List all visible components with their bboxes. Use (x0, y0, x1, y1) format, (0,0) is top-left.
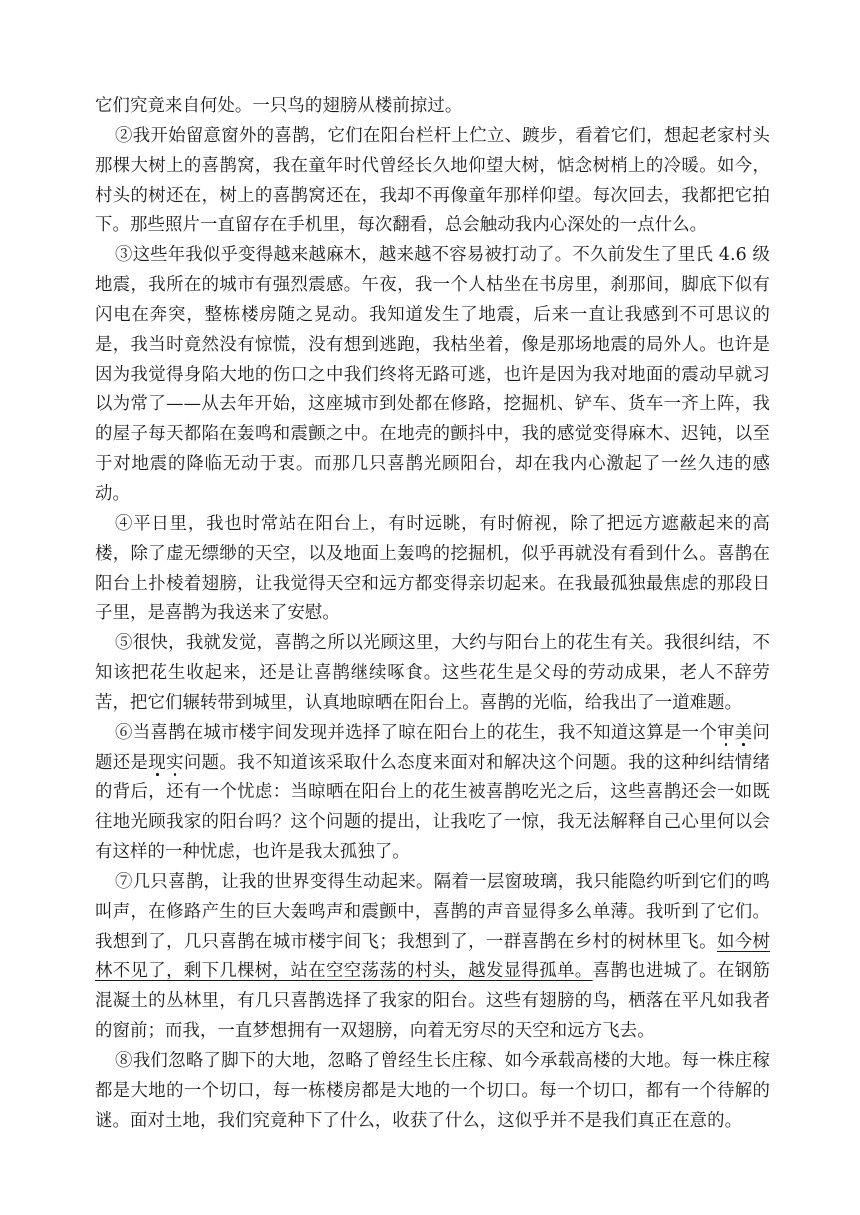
paragraph-8: ⑧我们忽略了脚下的大地，忽略了曾经生长庄稼、如今承载高楼的大地。每一株庄稼都是大地的一个切口，每一栋楼房都是大地的一个切口。每一个切口，都有一个待解的谜。面对土地，我们究竟种下了什么，收获了什么，这似乎并不是我们真正在意的。 (95, 1051, 770, 1131)
paragraph-2: ②我开始留意窗外的喜鹊，它们在阳台栏杆上伫立、踱步，看着它们，想起老家村头那棵大树上的喜鹊窝，我在童年时代曾经长久地仰望大树，惦念树梢上的冷暖。如今，村头的树还在，树上的喜鹊窝还在，我却不再像童年那样仰望。每次回去，我都把它拍下。那些照片一直留存在手机里，每次翻看，总会触动我内心深处的一点什么。 (95, 125, 770, 236)
emphasis-dot-char: 实 (166, 752, 184, 773)
emphasis-dot-char: 审 (717, 722, 735, 743)
paragraph-7-text-after: 喜鹊也进城了。在钢筋混凝土的丛林里，有几只喜鹊选择了我家的阳台。这些有翅膀的鸟，栖落在平凡如我者的窗前；而我，一直梦想拥有一双翅膀，向着无穷尽的天空和远方飞去。 (95, 961, 770, 1042)
paragraph-4: ④平日里，我也时常站在阳台上，有时远眺，有时俯视，除了把远方遮蔽起来的高楼，除了虚无缥缈的天空，以及地面上轰鸣的挖掘机，似乎再就没有看到什么。喜鹊在阳台上扑棱着翅膀，让我觉得天空和远方都变得亲切起来。在我最孤独最焦虑的那段日子里，是喜鹊为我送来了安慰。 (95, 513, 770, 624)
paragraph-7-text-before: ⑦几只喜鹊，让我的世界变得生动起来。隔着一层窗玻璃，我只能隐约听到它们的鸣叫声，在修路产生的巨大轰鸣声和震颤中，喜鹊的声音显得多么单薄。我听到了它们。我想到了，几只喜鹊在城市楼宇间飞；我想到了，一群喜鹊在乡村的树林里飞。 (95, 871, 770, 952)
paragraph-7 (95, 868, 770, 1047)
paragraph-6 (95, 719, 770, 868)
emphasis-dot-char: 现 (148, 752, 167, 773)
paragraph-6-text-before: ⑥当喜鹊在城市楼宇间发现并选择了晾在阳台上的花生，我不知道这算是一个 (115, 722, 718, 743)
paragraph-6-text-middle: 问题还是 (95, 722, 771, 773)
emphasis-dotted-reality (148, 753, 184, 773)
paragraph-6-text-after: 问题。我不知道该采取什么态度来面对和解决这个问题。我的这种纠结情绪的背后，还有一个忧虑：当晾晒在阳台上的花生被喜鹊吃光之后，这些喜鹊还会一如既往地光顾我家的阳台吗？这个问题的提出，让我吃了一惊，我无法解释自己心里何以会有这样的一种忧虑，也许是我太孤独了。 (95, 752, 770, 863)
emphasis-dot-char: 美 (734, 722, 753, 743)
emphasis-dotted-aesthetic (717, 723, 752, 743)
paragraph-3: ③这些年我似乎变得越来越麻木，越来越不容易被打动了。不久前发生了里氏 4.6 级地震，我所在的城市有强烈震感。午夜，我一个人枯坐在书房里，刹那间，脚底下似有闪电在奔突，整栋楼房随之晃动。我知道发生了地震，后来一直让我感到不可思议的是，我当时竟然没有惊慌，没有想到逃跑，我枯坐着，像是那场地震的局外人。也许是因为我觉得身陷大地的伤口之中我们终将无路可逃，也许是因为我对地面的震动早就习以为常了——从去年开始，这座城市到处都在修路，挖掘机、铲车、货车一齐上阵，我的屋子每天都陷在轰鸣和震颤之中。在地壳的颤抖中，我的感觉变得麻木、迟钝，以至于对地震的降临无动于衷。而那几只喜鹊光顾阳台，却在我内心激起了一丝久违的感动。 (95, 245, 770, 504)
underlined-sentence: 如今树林不见了，剩下几棵树，站在空空荡荡的村头，越发显得孤单。 (95, 931, 770, 982)
paragraph-1-continued: 它们究竟来自何处。一只鸟的翅膀从楼前掠过。 (95, 96, 463, 116)
article-body (95, 92, 770, 1137)
paragraph-5: ⑤很快，我就发觉，喜鹊之所以光顾这里，大约与阳台上的花生有关。我很纠结，不知该把花生收起来，还是让喜鹊继续啄食。这些花生是父母的劳动成果，老人不辞劳苦，把它们辗转带到城里，认真地晾晒在阳台上。喜鹊的光临，给我出了一道难题。 (95, 633, 770, 713)
